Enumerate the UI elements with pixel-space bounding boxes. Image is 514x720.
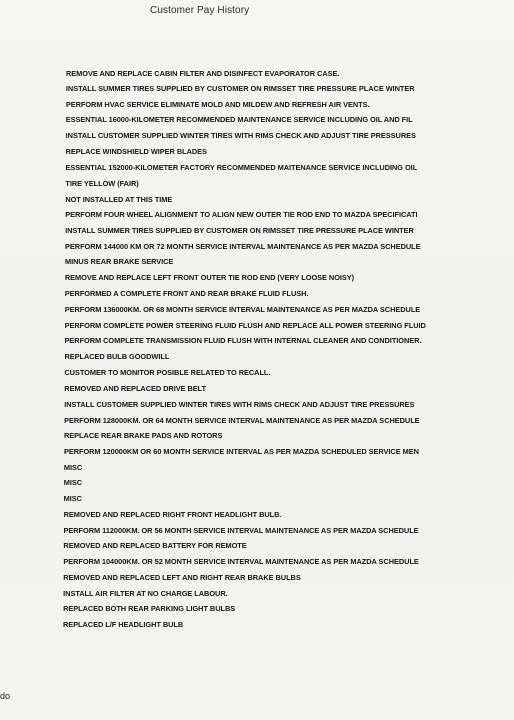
service-entry: REPLACE REAR BRAKE PADS AND ROTORS	[64, 431, 223, 440]
service-entry: ESSENTIAL 152000-KILOMETER FACTORY RECOMMENDED MAITENANCE SERVICE INCLUDING OIL	[65, 163, 418, 172]
service-entry: TIRE YELLOW (FAIR)	[65, 179, 139, 188]
service-entry: INSTALL SUMMER TIRES SUPPLIED BY CUSTOMER ON RIMSSET TIRE PRESSURE PLACE WINTER	[65, 226, 414, 235]
service-entry: INSTALL SUMMER TIRES SUPPLIED BY CUSTOMER ON RIMSSET TIRE PRESSURE PLACE WINTER	[65, 84, 415, 93]
service-entry: REMOVED AND REPLACED DRIVE BELT	[64, 384, 207, 393]
service-entry: PERFORM 128000KM. OR 64 MONTH SERVICE INTERVAL MAINTENANCE AS PER MAZDA SCHEDULE	[64, 416, 420, 425]
service-entry: INSTALL CUSTOMER SUPPLIED WINTER TIRES WITH RIMS CHECK AND ADJUST TIRE PRESSURES	[64, 400, 415, 409]
service-entry: ESSENTIAL 16000-KILOMETER RECOMMENDED MAINTENANCE SERVICE INCLUDING OIL AND FIL	[65, 115, 413, 124]
service-entry: PERFORM 104000KM. OR 52 MONTH SERVICE INTERVAL MAINTENANCE AS PER MAZDA SCHEDULE	[63, 557, 419, 566]
service-entry: INSTALL CUSTOMER SUPPLIED WINTER TIRES WITH RIMS CHECK AND ADJUST TIRE PRESSURES	[65, 131, 416, 140]
service-entry: NOT INSTALLED AT THIS TIME	[65, 195, 173, 204]
service-entry: MINUS REAR BRAKE SERVICE	[64, 257, 174, 266]
page-title: Customer Pay History	[150, 5, 250, 16]
service-entry: REMOVED AND REPLACED RIGHT FRONT HEADLIGHT BULB.	[63, 510, 282, 519]
service-entry: PERFORM COMPLETE POWER STEERING FLUID FLUSH AND REPLACE ALL POWER STEERING FLUID	[64, 321, 426, 330]
service-entry: PERFORM FOUR WHEEL ALIGNMENT TO ALIGN NEW OUTER TIE ROD END TO MAZDA SPECIFICATI	[65, 210, 418, 219]
service-entry: REMOVE AND REPLACE LEFT FRONT OUTER TIE ROD END (VERY LOOSE NOISY)	[64, 273, 355, 282]
footer-fragment: do	[0, 691, 11, 701]
service-entry: CUSTOMER TO MONITOR POSIBLE RELATED TO RECALL.	[64, 368, 271, 377]
service-entry: PERFORM COMPLETE TRANSMISSION FLUID FLUSH WITH INTERNAL CLEANER AND CONDITIONER.	[64, 336, 422, 345]
service-entry: PERFORM 136000KM. OR 68 MONTH SERVICE INTERVAL MAINTENANCE AS PER MAZDA SCHEDULE	[64, 305, 421, 314]
service-entry: REPLACED BULB GOODWILL	[64, 352, 170, 361]
service-entry: MISC	[63, 463, 83, 472]
service-entry: PERFORM 144000 KM OR 72 MONTH SERVICE INTERVAL MAINTENANCE AS PER MAZDA SCHEDULE	[65, 242, 421, 251]
service-entry: REMOVED AND REPLACED BATTERY FOR REMOTE	[63, 541, 247, 550]
service-entry: REMOVED AND REPLACED LEFT AND RIGHT REAR BRAKE BULBS	[63, 573, 301, 582]
service-entry: PERFORM 112000KM. OR 56 MONTH SERVICE INTERVAL MAINTENANCE AS PER MAZDA SCHEDULE	[63, 526, 419, 535]
service-entry: PERFORMED A COMPLETE FRONT AND REAR BRAKE FLUID FLUSH.	[64, 289, 309, 298]
service-entry: INSTALL AIR FILTER AT NO CHARGE LABOUR.	[63, 589, 228, 598]
service-entry: REMOVE AND REPLACE CABIN FILTER AND DISINFECT EVAPORATOR CASE.	[66, 69, 340, 78]
service-entry: REPLACE WINDSHIELD WIPER BLADES	[65, 147, 207, 156]
service-entry: PERFORM 120000KM OR 60 MONTH SERVICE INTERVAL AS PER MAZDA SCHEDULED SERVICE MEN	[63, 447, 419, 456]
service-entry: REPLACED BOTH REAR PARKING LIGHT BULBS	[63, 604, 236, 613]
service-entry: MISC	[63, 494, 82, 503]
service-entry: MISC	[63, 478, 83, 487]
service-entry: REPLACED L/F HEADLIGHT BULB	[63, 620, 184, 629]
service-entry: PERFORM HVAC SERVICE ELIMINATE MOLD AND MILDEW AND REFRESH AIR VENTS.	[65, 100, 370, 109]
